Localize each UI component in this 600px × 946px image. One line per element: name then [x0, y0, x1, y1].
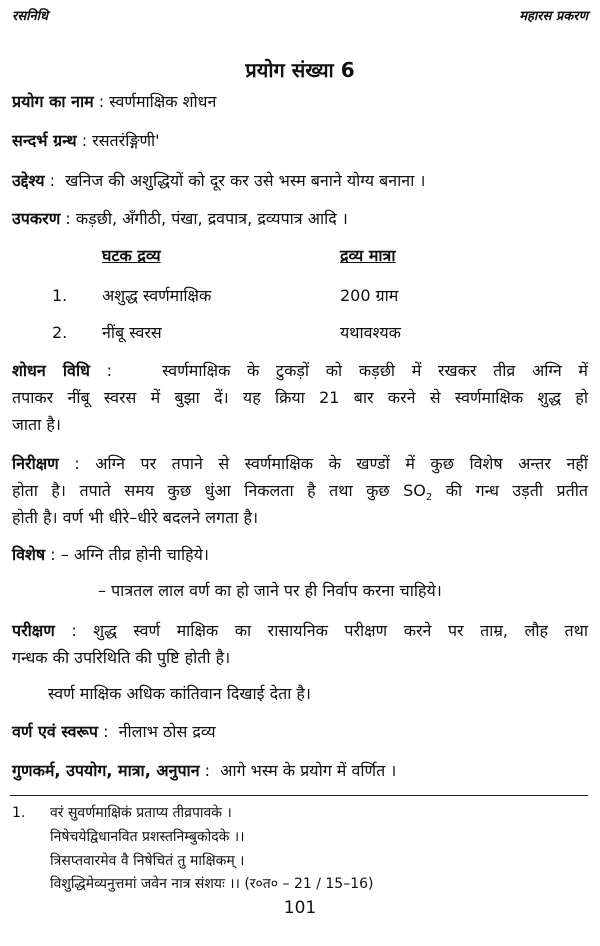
footnote-line: विशुद्धिमेव्यनुत्तमां जवेन नात्र संशयः ।। (र०त० – 21 / 15–16): [50, 876, 374, 892]
value: रसतरंङ्गिणी': [92, 131, 160, 150]
text: होता है। तपाते समय कुछ धुंआ निकलता है तथा कुछ SO: [12, 481, 426, 500]
running-header-left: रसनिधि: [12, 9, 49, 24]
label: सन्दर्भ ग्रन्थ: [12, 131, 77, 150]
method-line: जाता है।: [12, 415, 61, 434]
label: उपकरण: [12, 209, 61, 228]
method-line: तपाकर नींबू स्वरस में बुझा दें। यह क्रिया 21 बार करने से स्वर्णमाक्षिक शुद्ध हो: [12, 388, 588, 407]
value: स्वर्णमाक्षिक शोधन: [109, 92, 217, 111]
label: प्रयोग का नाम: [12, 92, 94, 111]
label: उद्देश्य: [12, 171, 45, 190]
subscript: 2: [425, 492, 433, 504]
value: नीलाभ ठोस द्रव्य: [118, 722, 216, 741]
page-title: प्रयोग संख्या 6: [245, 58, 355, 82]
value: खनिज की अशुद्धियों को दूर कर उसे भस्म बनाने योग्य बनाना ।: [65, 171, 426, 190]
test-line: परीक्षण : शुद्ध स्वर्ण माक्षिक का रासायनिक परीक्षण करने पर ताम्र, लौह तथा: [12, 621, 588, 640]
row-qty: 200 ग्राम: [340, 286, 399, 305]
footnote-line: निषेचयेद्विधानवित प्रशस्तनिम्बुकोदके ।।: [50, 829, 245, 845]
label: विशेष: [12, 545, 46, 564]
experiment-name: प्रयोग का नाम : स्वर्णमाक्षिक शोधन: [12, 92, 217, 111]
text: शुद्ध स्वर्ण माक्षिक का रासायनिक परीक्षण करने पर ताम्र, लौह तथा: [93, 621, 588, 640]
page-number: 101: [283, 898, 317, 918]
test-extra: स्वर्ण माक्षिक अधिक कांतिवान दिखाई देता है।: [48, 684, 311, 703]
text: अग्नि पर तपाने से स्वर्णमाक्षिक के खण्डों में कुछ विशेष अन्तर नहीं: [95, 454, 589, 473]
special-note: विशेष : – अग्नि तीव्र होनी चाहिये।: [12, 545, 209, 564]
row-number: 1.: [52, 286, 68, 305]
row-number: 2.: [52, 323, 68, 342]
appearance: वर्ण एवं स्वरूप : नीलाभ ठोस द्रव्य: [12, 722, 216, 741]
row-item: अशुद्ध स्वर्णमाक्षिक: [102, 286, 212, 305]
observation-line: [12, 481, 588, 508]
footnote-number: 1.: [12, 805, 26, 821]
text: की गन्ध उड़ती प्रतीत: [432, 481, 588, 500]
running-header-right: महारस प्रकरण: [519, 9, 588, 24]
label: परीक्षण: [12, 621, 55, 640]
label: वर्ण एवं स्वरूप: [12, 722, 98, 741]
equipment: उपकरण : कड़छी, अँगीठी, पंखा, द्रवपात्र, द्रव्यपात्र आदि ।: [12, 209, 348, 228]
special-note: – पात्रतल लाल वर्ण का हो जाने पर ही निर्वाप करना चाहिये।: [98, 581, 442, 600]
observation-line: निरीक्षण : अग्नि पर तपाने से स्वर्णमाक्षिक के खण्डों में कुछ विशेष अन्तर नहीं: [12, 454, 589, 473]
row-qty: यथावश्यक: [340, 323, 401, 342]
text: – अग्नि तीव्र होनी चाहिये।: [60, 545, 209, 564]
text: स्वर्णमाक्षिक के टुकड़ों को कड़छी में रखकर तीव्र अग्नि में: [162, 361, 588, 380]
observation-line: होती है। वर्ण भी धीरे–धीरे बदलने लगता है।: [12, 508, 259, 527]
method-line: शोधन विधि : स्वर्णमाक्षिक के टुकड़ों को कड़छी में रखकर तीव्र अग्नि में: [12, 361, 588, 380]
label: शोधन विधि: [12, 361, 90, 380]
row-item: नींबू स्वरस: [102, 323, 162, 342]
label: गुणकर्म, उपयोग, मात्रा, अनुपान: [12, 761, 200, 780]
value: कड़छी, अँगीठी, पंखा, द्रवपात्र, द्रव्यपात्र आदि ।: [75, 209, 348, 228]
footnote-line: त्रिसप्तवारमेव वै निषेचितं तु माक्षिकम् ।: [50, 853, 245, 869]
footnote-line: वरं सुवर्णमाक्षिकं प्रताप्य तीव्रपावके ।: [50, 805, 232, 821]
table-header-ingredient: घटक द्रव्य: [102, 246, 161, 265]
reference-text: सन्दर्भ ग्रन्थ : रसतरंङ्गिणी': [12, 131, 160, 150]
table-header-quantity: द्रव्य मात्रा: [340, 246, 396, 265]
properties: गुणकर्म, उपयोग, मात्रा, अनुपान : आगे भस्म के प्रयोग में वर्णित ।: [12, 761, 397, 780]
label: निरीक्षण: [12, 454, 59, 473]
test-line: गन्धक की उपरिथिति की पुष्टि होती है।: [12, 648, 231, 667]
value: आगे भस्म के प्रयोग में वर्णित ।: [220, 761, 397, 780]
footnote-divider: [10, 795, 588, 796]
objective: उद्देश्य : खनिज की अशुद्धियों को दूर कर उसे भस्म बनाने योग्य बनाना ।: [12, 171, 426, 190]
